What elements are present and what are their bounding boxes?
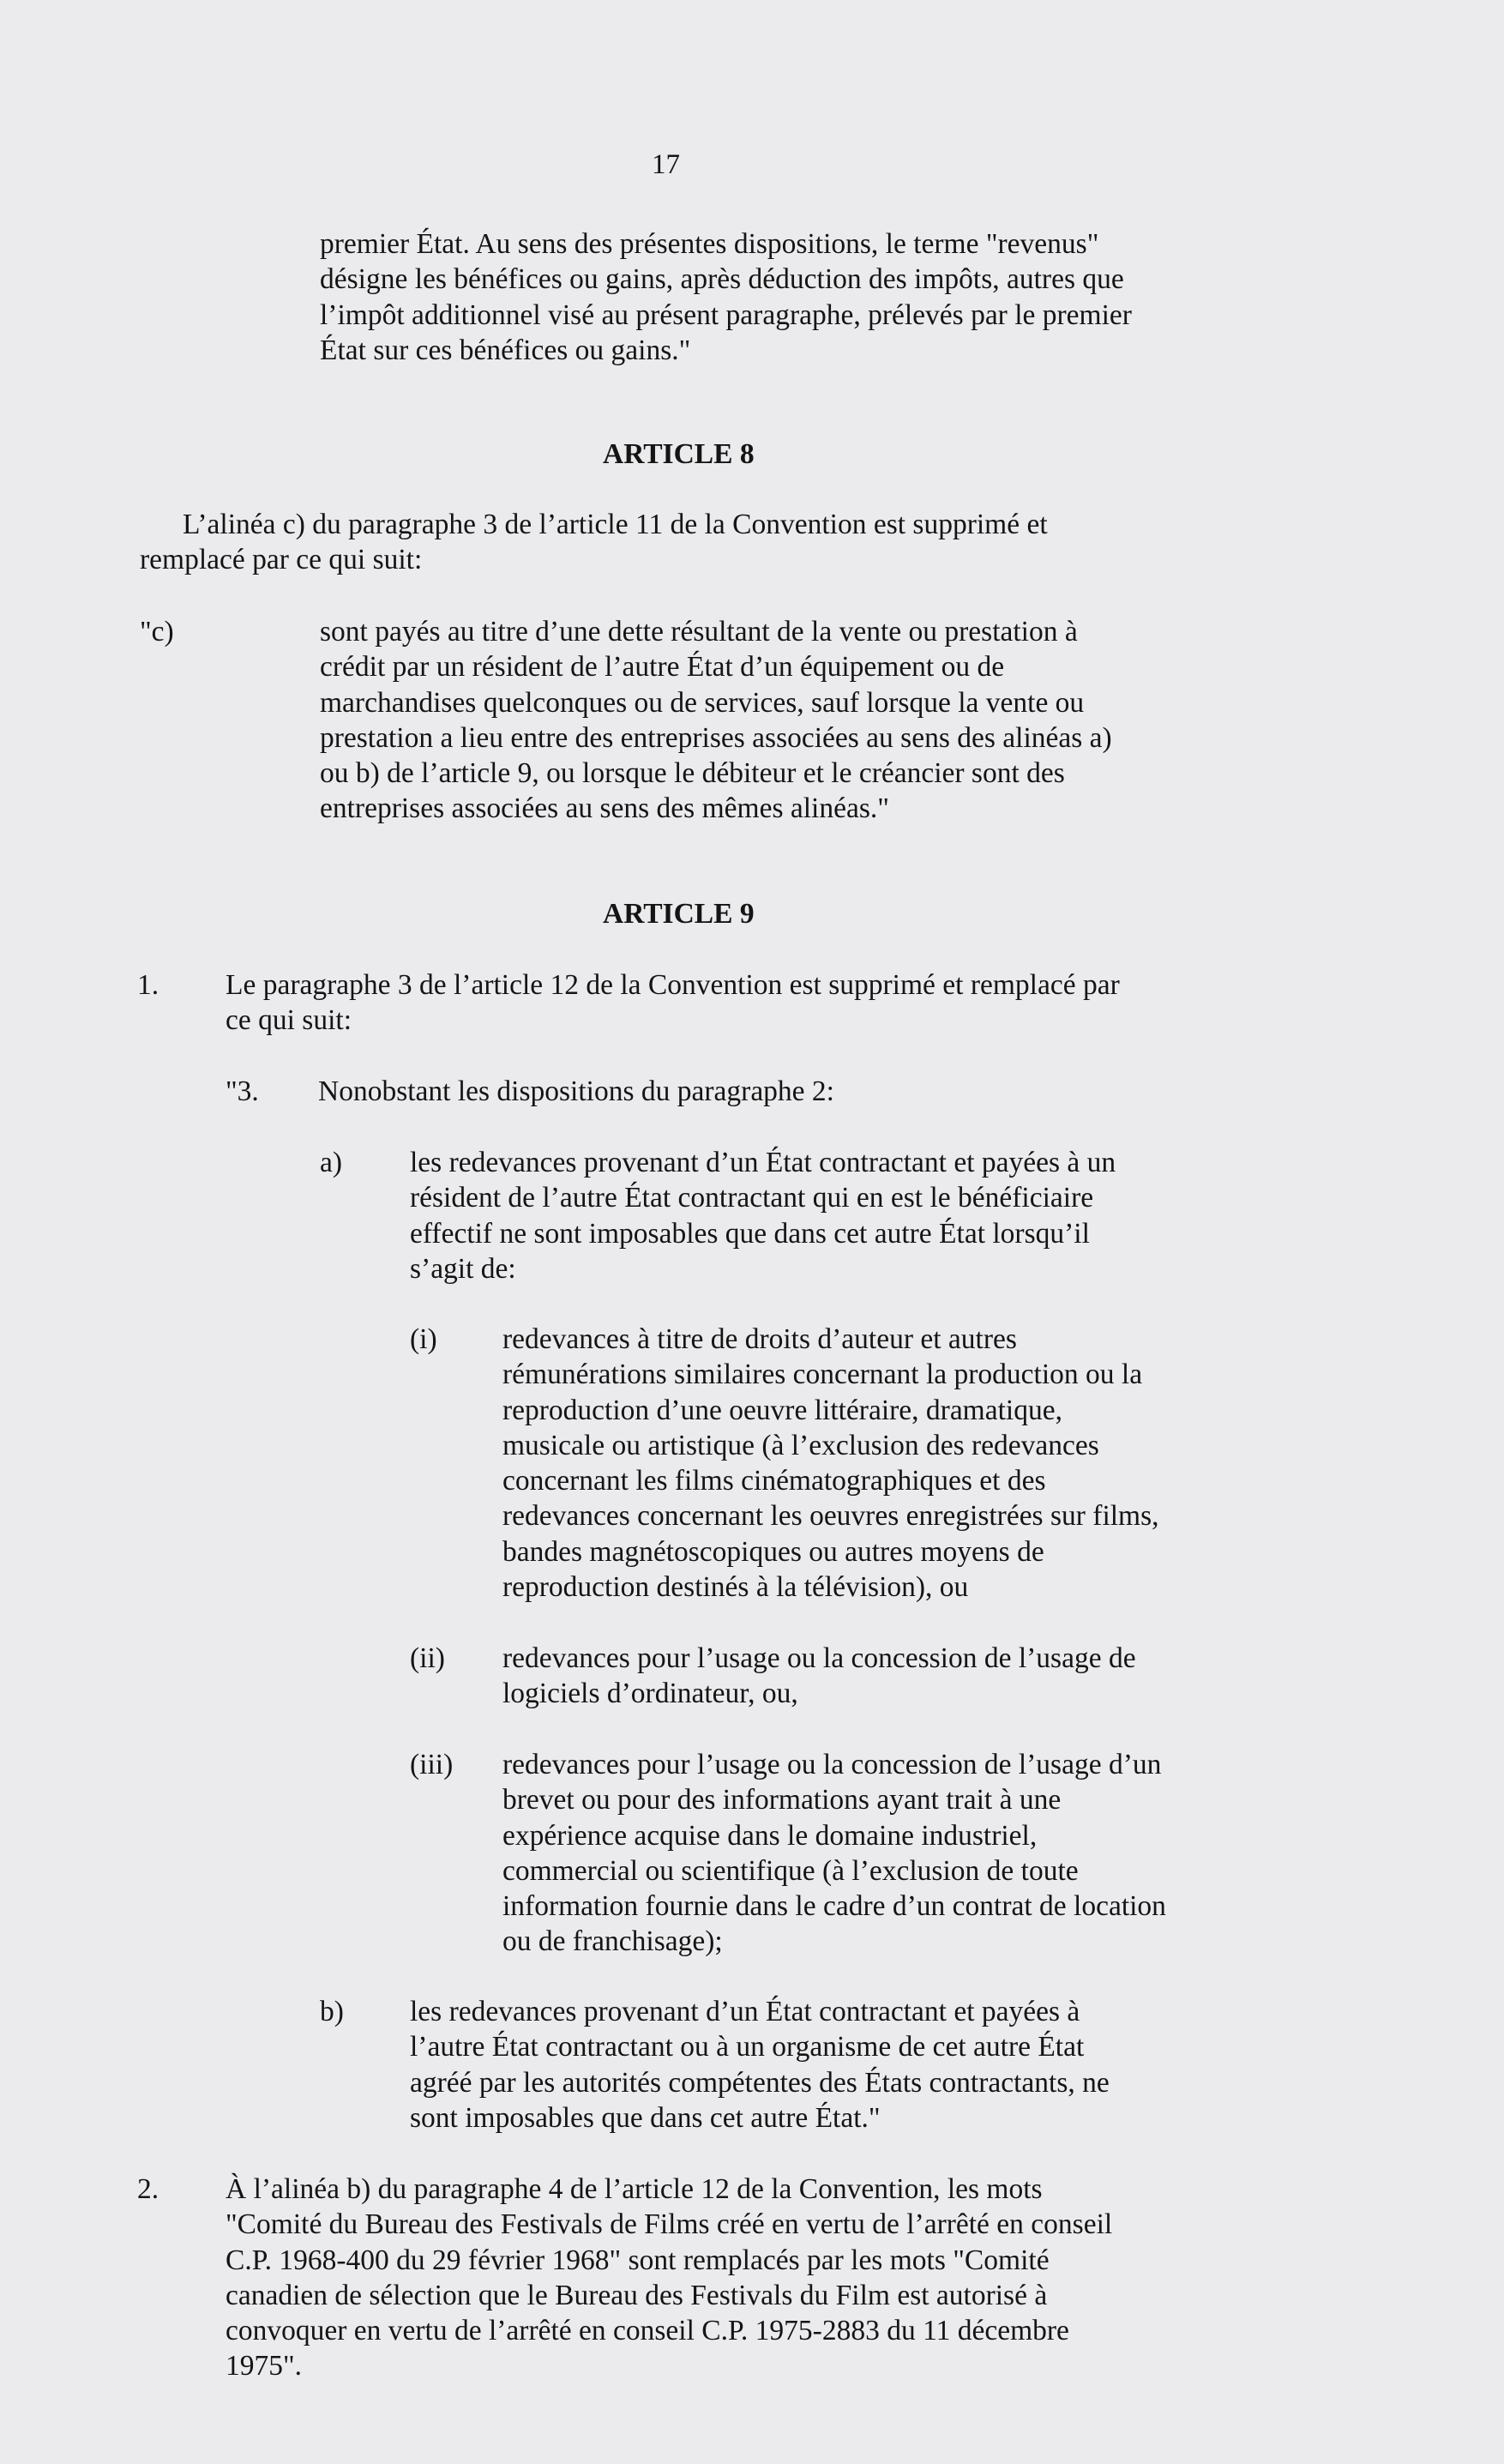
paragraph-2-number: 2.: [137, 2173, 159, 2205]
text-line: ce qui suit:: [226, 1004, 352, 1037]
text-line: canadien de sélection que le Bureau des Festivals du Film est autorisé à: [226, 2279, 1048, 2311]
text-line: reproduction destinés à la télévision), ou: [502, 1571, 969, 1604]
text-line: marchandises quelconques ou de services, sauf lorsque la vente ou: [320, 686, 1085, 719]
text-line: redevances pour l’usage ou la concession de l’usage d’un: [502, 1749, 1162, 1780]
text-line: information fournie dans le cadre d’un contrat de location: [502, 1890, 1166, 1923]
paragraph-3-number: "3.: [226, 1075, 259, 1107]
text-line: État sur ces bénéfices ou gains.": [320, 334, 691, 366]
clause-iii-label: (iii): [410, 1749, 454, 1780]
paragraph-1-number: 1.: [137, 969, 159, 1001]
text-line: redevances pour l’usage ou la concession de l’usage de: [502, 1642, 1136, 1674]
text-line: sont payés au titre d’une dette résultant de la vente ou prestation à: [320, 616, 1078, 648]
subparagraph-b-label: b): [320, 1996, 344, 2027]
page-number: 17: [652, 149, 680, 180]
text-line: reproduction d’une oeuvre littéraire, dramatique,: [502, 1394, 1062, 1426]
text-line: les redevances provenant d’un État contractant et payées à: [410, 1996, 1080, 2027]
text-line: À l’alinéa b) du paragraphe 4 de l’article 12 de la Convention, les mots: [226, 2173, 1043, 2205]
text-line: premier État. Au sens des présentes dispositions, le terme "revenus": [320, 228, 1099, 260]
article-8-item-label: "c): [140, 616, 174, 648]
clause-i-text: [502, 1322, 1159, 1605]
text-line: expérience acquise dans le domaine industriel,: [502, 1819, 1038, 1852]
text-line: redevances concernant les oeuvres enregistrées sur films,: [502, 1500, 1159, 1533]
text-line: bandes magnétoscopiques ou autres moyens de: [502, 1535, 1044, 1568]
text-line: brevet ou pour des informations ayant trait à une: [502, 1784, 1062, 1816]
article-8-heading: ARTICLE 8: [603, 438, 755, 470]
paragraph-3-text: Nonobstant les dispositions du paragraphe 2:: [318, 1075, 834, 1107]
text-line: logiciels d’ordinateur, ou,: [502, 1678, 798, 1710]
article-8-intro: [140, 507, 1048, 578]
text-line: concernant les films cinématographiques et des: [502, 1465, 1046, 1497]
text-line: effectif ne sont imposables que dans cet autre État lorsqu’il: [410, 1217, 1090, 1250]
text-line: convoquer en vertu de l’arrêté en conseil C.P. 1975-2883 du 11 décembre: [226, 2315, 1069, 2347]
article-8-item-text: [320, 614, 1112, 827]
subparagraph-b-text: [410, 1994, 1110, 2136]
paragraph-1-text: [226, 967, 1120, 1039]
text-line: redevances à titre de droits d’auteur et autres: [502, 1323, 1017, 1355]
clause-iii-text: [502, 1747, 1166, 1960]
text-line: désigne les bénéfices ou gains, après déduction des impôts, autres que: [320, 263, 1124, 296]
text-line: musicale ou artistique (à l’exclusion des redevances: [502, 1429, 1099, 1461]
intro-paragraph: [320, 226, 1132, 368]
text-line: l’autre État contractant ou à un organisme de cet autre État: [410, 2031, 1085, 2063]
article-9-heading: ARTICLE 9: [603, 898, 755, 930]
text-line: s’agit de:: [410, 1252, 516, 1285]
text-line: L’alinéa c) du paragraphe 3 de l’article 11 de la Convention est supprimé et: [183, 509, 1048, 540]
subparagraph-a-label: a): [320, 1147, 343, 1178]
text-line: rémunérations similaires concernant la production ou la: [502, 1359, 1143, 1391]
paragraph-2-text: [226, 2172, 1112, 2384]
text-line: "Comité du Bureau des Festivals de Films créé en vertu de l’arrêté en conseil: [226, 2208, 1113, 2241]
text-line: résident de l’autre État contractant qui en est le bénéficiaire: [410, 1182, 1094, 1214]
text-line: les redevances provenant d’un État contractant et payées à un: [410, 1147, 1116, 1178]
text-line: commercial ou scientifique (à l’exclusion de toute: [502, 1854, 1079, 1887]
text-line: remplacé par ce qui suit:: [140, 544, 423, 576]
text-line: entreprises associées au sens des mêmes alinéas.": [320, 792, 889, 825]
subparagraph-a-text: [410, 1145, 1116, 1286]
text-line: agréé par les autorités compétentes des États contractants, ne: [410, 2066, 1110, 2099]
text-line: ou de franchisage);: [502, 1925, 723, 1958]
text-line: ou b) de l’article 9, ou lorsque le débiteur et le créancier sont des: [320, 757, 1065, 790]
text-line: 1975".: [226, 2350, 303, 2383]
text-line: C.P. 1968-400 du 29 février 1968" sont remplacés par les mots "Comité: [226, 2244, 1050, 2276]
text-line: l’impôt additionnel visé au présent paragraphe, prélevés par le premier: [320, 298, 1132, 331]
text-line: sont imposables que dans cet autre État.": [410, 2101, 881, 2134]
text-line: prestation a lieu entre des entreprises associées au sens des alinéas a): [320, 721, 1112, 754]
clause-ii-label: (ii): [410, 1642, 445, 1674]
text-line: crédit par un résident de l’autre État d’un équipement ou de: [320, 651, 1005, 684]
text-line: Le paragraphe 3 de l’article 12 de la Convention est supprimé et remplacé par: [226, 969, 1120, 1001]
clause-i-label: (i): [410, 1323, 437, 1355]
clause-ii-text: [502, 1641, 1136, 1712]
